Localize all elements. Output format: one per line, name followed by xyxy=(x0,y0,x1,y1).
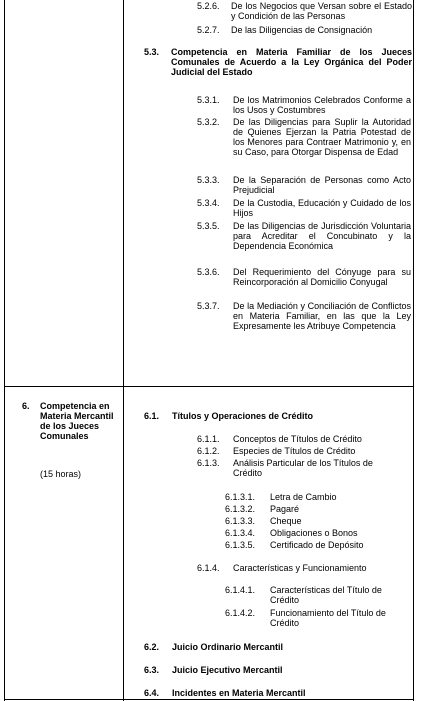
item-number: 6.1.4.2. xyxy=(225,608,256,618)
section-heading: Competencia en Materia Familiar de los Jueces Comunales de Acuerdo a la Ley Orgánica del Poder Judicial del Estado xyxy=(171,47,412,77)
item-text: Especies de Títulos de Crédito xyxy=(233,446,356,456)
item-number: 6.1.3.3. xyxy=(225,516,256,526)
item-text: Funcionamiento del Título de Crédito xyxy=(270,608,386,628)
item-number: 6.1.4. xyxy=(197,563,220,573)
item-text: De la Separación de Personas como Acto Prejudicial xyxy=(233,175,411,195)
item-text: Obligaciones o Bonos xyxy=(270,528,358,538)
item-number: 5.3.3. xyxy=(197,175,220,185)
item-text: Características del Título de Crédito xyxy=(270,585,382,605)
item-text: De los Matrimonios Celebrados Conforme a los Usos y Costumbres xyxy=(233,95,411,115)
row-divider xyxy=(4,386,414,387)
item-number: 5.2.6. xyxy=(197,1,220,11)
item-text: Certificado de Depósito xyxy=(270,540,364,550)
section-number: 6.2. xyxy=(144,642,160,652)
item-text: Análisis Particular de los Títulos de Crédito xyxy=(233,458,373,478)
table-bottom-border xyxy=(4,699,414,700)
item-number: 5.3.6. xyxy=(197,267,220,277)
item-number: 6.1.2. xyxy=(197,446,220,456)
item-number: 6.1.3.1. xyxy=(225,492,256,502)
item-number: 5.3.1. xyxy=(197,95,220,105)
section-heading: Juicio Ejecutivo Mercantil xyxy=(172,665,283,675)
item-text: De las Diligencias para Suplir la Autoridad de Quienes Ejerzan la Patria Potestad de los Menores para Contraer Matrimonio y, en su Caso, para Otorgar Dispensa de Edad xyxy=(233,117,411,157)
item-text: De las Diligencias de Jurisdicción Voluntaria para Acreditar el Concubinato y la Dependencia Económica xyxy=(233,221,411,251)
unit-title: Competencia en Materia Mercantil de los Jueces Comunales xyxy=(40,401,114,441)
item-text: Cheque xyxy=(270,516,302,526)
item-text: De la Mediación y Conciliación de Conflictos en Materia Familiar, en las que la Ley Expresamente les Atribuye Competencia xyxy=(233,301,411,331)
section-heading: Títulos y Operaciones de Crédito xyxy=(172,411,314,421)
item-number: 5.2.7. xyxy=(197,25,220,35)
section-number: 6.4. xyxy=(144,688,160,698)
item-number: 5.3.7. xyxy=(197,301,220,311)
item-number: 5.3.4. xyxy=(197,198,220,208)
item-number: 6.1.3.2. xyxy=(225,504,256,514)
item-text: Características y Funcionamiento xyxy=(233,563,367,573)
item-number: 6.1.3.5. xyxy=(225,540,256,550)
item-number: 6.1.1. xyxy=(197,434,220,444)
unit-number: 6. xyxy=(22,401,30,411)
item-number: 6.1.4.1. xyxy=(225,585,256,595)
item-text: Conceptos de Títulos de Crédito xyxy=(233,434,362,444)
item-text: Del Requerimiento del Cónyuge para su Reincorporación al Domicilio Conyugal xyxy=(233,267,411,287)
section-heading: Juicio Ordinario Mercantil xyxy=(172,642,284,652)
item-text: De las Diligencias de Consignación xyxy=(231,25,373,35)
item-text: De los Negocios que Versan sobre el Estado y Condición de las Personas xyxy=(231,1,412,21)
unit-hours: (15 horas) xyxy=(40,469,82,479)
item-text: Pagaré xyxy=(270,504,300,514)
section-heading: Incidentes en Materia Mercantil xyxy=(172,688,306,698)
item-number: 6.1.3.4. xyxy=(225,528,256,538)
item-text: Letra de Cambio xyxy=(270,492,337,502)
item-number: 5.3.5. xyxy=(197,221,220,231)
table-left-border xyxy=(4,0,5,701)
item-number: 6.1.3. xyxy=(197,458,220,468)
section-number: 5.3. xyxy=(144,47,160,57)
table-right-border xyxy=(413,0,414,701)
item-number: 5.3.2. xyxy=(197,117,220,127)
section-number: 6.3. xyxy=(144,665,160,675)
item-text: De la Custodia, Educación y Cuidado de los Hijos xyxy=(233,198,411,218)
table-column-divider xyxy=(123,0,124,701)
section-number: 6.1. xyxy=(144,411,160,421)
